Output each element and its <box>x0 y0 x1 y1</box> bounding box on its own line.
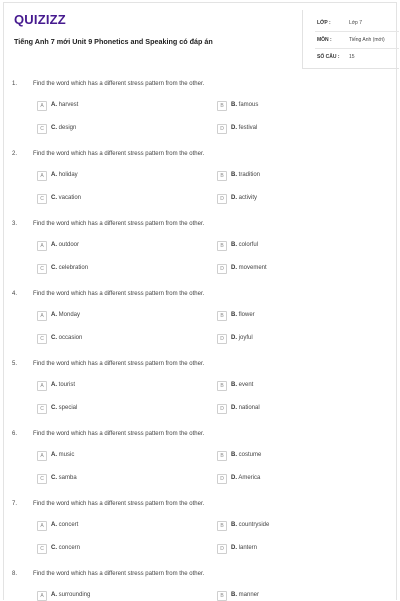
option-letter-box[interactable]: B <box>217 101 227 111</box>
question-text: Find the word which has a different stress pattern from the other. <box>33 291 205 297</box>
option-text: special <box>58 405 78 411</box>
option-prefix: A. <box>51 312 57 318</box>
option-text: tourist <box>58 382 76 388</box>
worksheet-header <box>10 6 388 68</box>
option-label <box>51 242 79 248</box>
option-text: samba <box>58 475 77 481</box>
option-label <box>51 382 75 388</box>
option-letter-box[interactable]: D <box>217 124 227 134</box>
option-label <box>231 242 258 248</box>
option-letter-box[interactable]: B <box>217 521 227 531</box>
option-label <box>51 452 74 458</box>
option-label <box>231 125 257 131</box>
option-label <box>231 405 260 411</box>
question-text: Find the word which has a different stress pattern from the other. <box>33 571 205 577</box>
option-label <box>231 452 261 458</box>
option-prefix: A. <box>51 242 57 248</box>
question-number: 5. <box>12 361 18 367</box>
option-label <box>231 265 267 271</box>
option-label <box>51 592 90 598</box>
option-prefix: A. <box>51 452 57 458</box>
question-number: 7. <box>12 501 18 507</box>
question-text: Find the word which has a different stress pattern from the other. <box>33 361 205 367</box>
meta-value-count: 15 <box>349 54 355 60</box>
option-label <box>231 172 260 178</box>
option-prefix: B. <box>231 452 237 458</box>
question-text: Find the word which has a different stress pattern from the other. <box>33 151 205 157</box>
option-prefix: C. <box>51 265 57 271</box>
option-label <box>51 545 80 551</box>
option-text: America <box>238 475 261 481</box>
option-letter-box[interactable]: D <box>217 544 227 554</box>
option-prefix: B. <box>231 312 237 318</box>
option-text: harvest <box>58 102 79 108</box>
question-number: 3. <box>12 221 18 227</box>
option-prefix: D. <box>231 195 237 201</box>
option-text: joyful <box>238 335 253 341</box>
option-label <box>51 475 77 481</box>
option-text: concert <box>58 522 79 528</box>
option-label <box>51 195 81 201</box>
option-text: national <box>238 405 260 411</box>
option-letter-box[interactable]: A <box>37 171 47 181</box>
question-text: Find the word which has a different stress pattern from the other. <box>33 81 205 87</box>
meta-label-count: SỐ CÂU : <box>317 54 340 60</box>
question-number: 4. <box>12 291 18 297</box>
option-text: flower <box>238 312 255 318</box>
option-letter-box[interactable]: D <box>217 474 227 484</box>
divider <box>315 48 399 49</box>
option-label <box>51 172 78 178</box>
option-text: activity <box>238 195 258 201</box>
option-letter-box[interactable]: A <box>37 591 47 601</box>
option-text: lantern <box>238 545 258 551</box>
option-prefix: A. <box>51 102 57 108</box>
option-letter-box[interactable]: B <box>217 311 227 321</box>
option-text: costume <box>238 452 262 458</box>
option-prefix: D. <box>231 125 237 131</box>
option-prefix: C. <box>51 545 57 551</box>
option-letter-box[interactable]: C <box>37 264 47 274</box>
meta-value-class: Lớp 7 <box>349 20 363 26</box>
divider <box>315 31 399 32</box>
question-number: 2. <box>12 151 18 157</box>
option-prefix: A. <box>51 592 57 598</box>
option-letter-box[interactable]: B <box>217 591 227 601</box>
option-text: design <box>58 125 77 131</box>
option-label <box>231 522 269 528</box>
option-prefix: A. <box>51 382 57 388</box>
option-text: outdoor <box>58 242 80 248</box>
option-text: concern <box>58 545 81 551</box>
option-letter-box[interactable]: A <box>37 241 47 251</box>
option-letter-box[interactable]: C <box>37 194 47 204</box>
option-text: occasion <box>58 335 83 341</box>
meta-label-subject: MÔN : <box>317 37 332 43</box>
option-text: tradition <box>238 172 261 178</box>
option-prefix: D. <box>231 335 237 341</box>
option-letter-box[interactable]: C <box>37 334 47 344</box>
option-label <box>51 522 78 528</box>
option-label <box>51 265 88 271</box>
question-number: 8. <box>12 571 18 577</box>
option-prefix: C. <box>51 195 57 201</box>
option-text: movement <box>238 265 267 271</box>
option-letter-box[interactable]: B <box>217 171 227 181</box>
option-letter-box[interactable]: B <box>217 381 227 391</box>
option-letter-box[interactable]: A <box>37 381 47 391</box>
meta-row-class <box>303 20 399 32</box>
option-text: music <box>58 452 75 458</box>
option-letter-box[interactable]: A <box>37 451 47 461</box>
option-label <box>231 195 257 201</box>
option-text: countryside <box>238 522 270 528</box>
option-text: vacation <box>58 195 82 201</box>
option-prefix: B. <box>231 522 237 528</box>
option-letter-box[interactable]: D <box>217 334 227 344</box>
option-letter-box[interactable]: D <box>217 194 227 204</box>
option-letter-box[interactable]: A <box>37 521 47 531</box>
meta-row-count <box>303 54 399 66</box>
option-text: famous <box>238 102 259 108</box>
option-prefix: C. <box>51 405 57 411</box>
option-letter-box[interactable]: D <box>217 264 227 274</box>
option-label <box>231 475 260 481</box>
option-label <box>231 102 258 108</box>
option-label <box>231 312 255 318</box>
option-label <box>231 335 253 341</box>
option-label <box>51 125 76 131</box>
option-prefix: B. <box>231 592 237 598</box>
option-prefix: A. <box>51 172 57 178</box>
option-label <box>51 102 78 108</box>
option-label <box>231 545 257 551</box>
option-text: Monday <box>58 312 81 318</box>
option-text: manner <box>238 592 260 598</box>
meta-value-subject: Tiếng Anh (mới) <box>349 37 385 43</box>
worksheet-page <box>3 2 397 600</box>
option-prefix: C. <box>51 335 57 341</box>
option-label <box>231 382 253 388</box>
option-letter-box[interactable]: C <box>37 544 47 554</box>
option-prefix: C. <box>51 125 57 131</box>
question-number: 1. <box>12 81 18 87</box>
option-prefix: D. <box>231 545 237 551</box>
option-letter-box[interactable]: B <box>217 241 227 251</box>
option-text: event <box>238 382 254 388</box>
option-letter-box[interactable]: D <box>217 404 227 414</box>
option-label <box>51 335 82 341</box>
option-prefix: B. <box>231 172 237 178</box>
question-number: 6. <box>12 431 18 437</box>
question-text: Find the word which has a different stress pattern from the other. <box>33 501 205 507</box>
option-prefix: C. <box>51 475 57 481</box>
option-letter-box[interactable]: B <box>217 451 227 461</box>
option-label <box>51 312 80 318</box>
question-text: Find the word which has a different stress pattern from the other. <box>33 221 205 227</box>
meta-row-subject <box>303 37 399 49</box>
option-text: colorful <box>238 242 259 248</box>
option-label <box>231 592 259 598</box>
page-title: Tiếng Anh 7 mới Unit 9 Phonetics and Speaking có đáp án <box>14 37 213 46</box>
option-label <box>51 405 77 411</box>
option-prefix: B. <box>231 382 237 388</box>
option-prefix: B. <box>231 102 237 108</box>
option-prefix: D. <box>231 405 237 411</box>
option-letter-box[interactable]: C <box>37 404 47 414</box>
option-text: festival <box>238 125 258 131</box>
quizizz-logo: QUIZIZZ <box>14 12 66 27</box>
option-text: celebration <box>58 265 89 271</box>
option-letter-box[interactable]: C <box>37 474 47 484</box>
option-prefix: D. <box>231 475 237 481</box>
option-text: holiday <box>58 172 78 178</box>
meta-info-box <box>302 10 399 69</box>
option-letter-box[interactable]: A <box>37 311 47 321</box>
meta-label-class: LỚP : <box>317 20 331 26</box>
option-text: surrounding <box>58 592 91 598</box>
option-letter-box[interactable]: A <box>37 101 47 111</box>
option-prefix: A. <box>51 522 57 528</box>
option-prefix: B. <box>231 242 237 248</box>
question-text: Find the word which has a different stress pattern from the other. <box>33 431 205 437</box>
option-letter-box[interactable]: C <box>37 124 47 134</box>
option-prefix: D. <box>231 265 237 271</box>
